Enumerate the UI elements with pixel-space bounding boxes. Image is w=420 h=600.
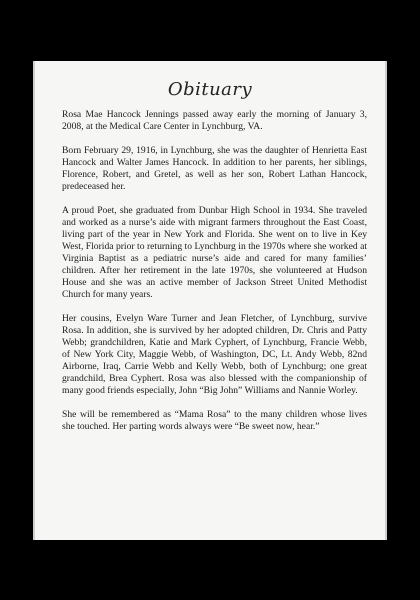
page-title: Obituary xyxy=(167,79,253,100)
paragraph-survivors: Her cousins, Evelyn Ware Turner and Jean Fletcher, of Lynchburg, survive Rosa. In addition, she is survived by her adopted children, Dr. Chris and Patty Webb; grandchildren, Katie and Mark Cyphert, of Lynchburg, Francie Webb, of New York City, Maggie Webb, of Washington, DC, Lt. Andy Webb, 82nd Airborne, Iraq, Carrie Webb and Kelly Webb, both of Lynchburg; one great grandchild, Brea Cyphert. Rosa was also blessed with the companionship of many good friends especially, John “Big John” Williams and Nannie Worley. xyxy=(62,313,367,396)
document-page xyxy=(33,61,387,540)
document-body xyxy=(62,109,367,445)
paragraph-birth-family: Born February 29, 1916, in Lynchburg, she was the daughter of Henrietta East Hancock and Walter James Hancock. In addition to her parents, her siblings, Florence, Robert, and Gretel, as well as her son, Robert Lathan Hancock, predeceased her. xyxy=(62,145,367,192)
top-letterbox xyxy=(0,0,420,61)
bottom-letterbox xyxy=(0,540,420,600)
paragraph-remembrance: She will be remembered as “Mama Rosa” to the many children whose lives she touched. Her parting words always were “Be sweet now, hear.” xyxy=(62,409,367,432)
paragraph-life-career: A proud Poet, she graduated from Dunbar High School in 1934. She traveled and worked as a nurse’s aide with migrant farmers throughout the East Coast, living part of the year in New York and Florida. She went on to live in Key West, Florida prior to returning to Lynchburg in the 1970s where she worked at Virginia Baptist as a pediatric nurse’s aide and cared for many families’ children. After her retirement in the late 1970s, she volunteered at Hudson House and she was an active member of Jackson Street United Methodist Church for many years. xyxy=(62,205,367,300)
paragraph-death-notice: Rosa Mae Hancock Jennings passed away early the morning of January 3, 2008, at the Medical Care Center in Lynchburg, VA. xyxy=(62,109,367,132)
